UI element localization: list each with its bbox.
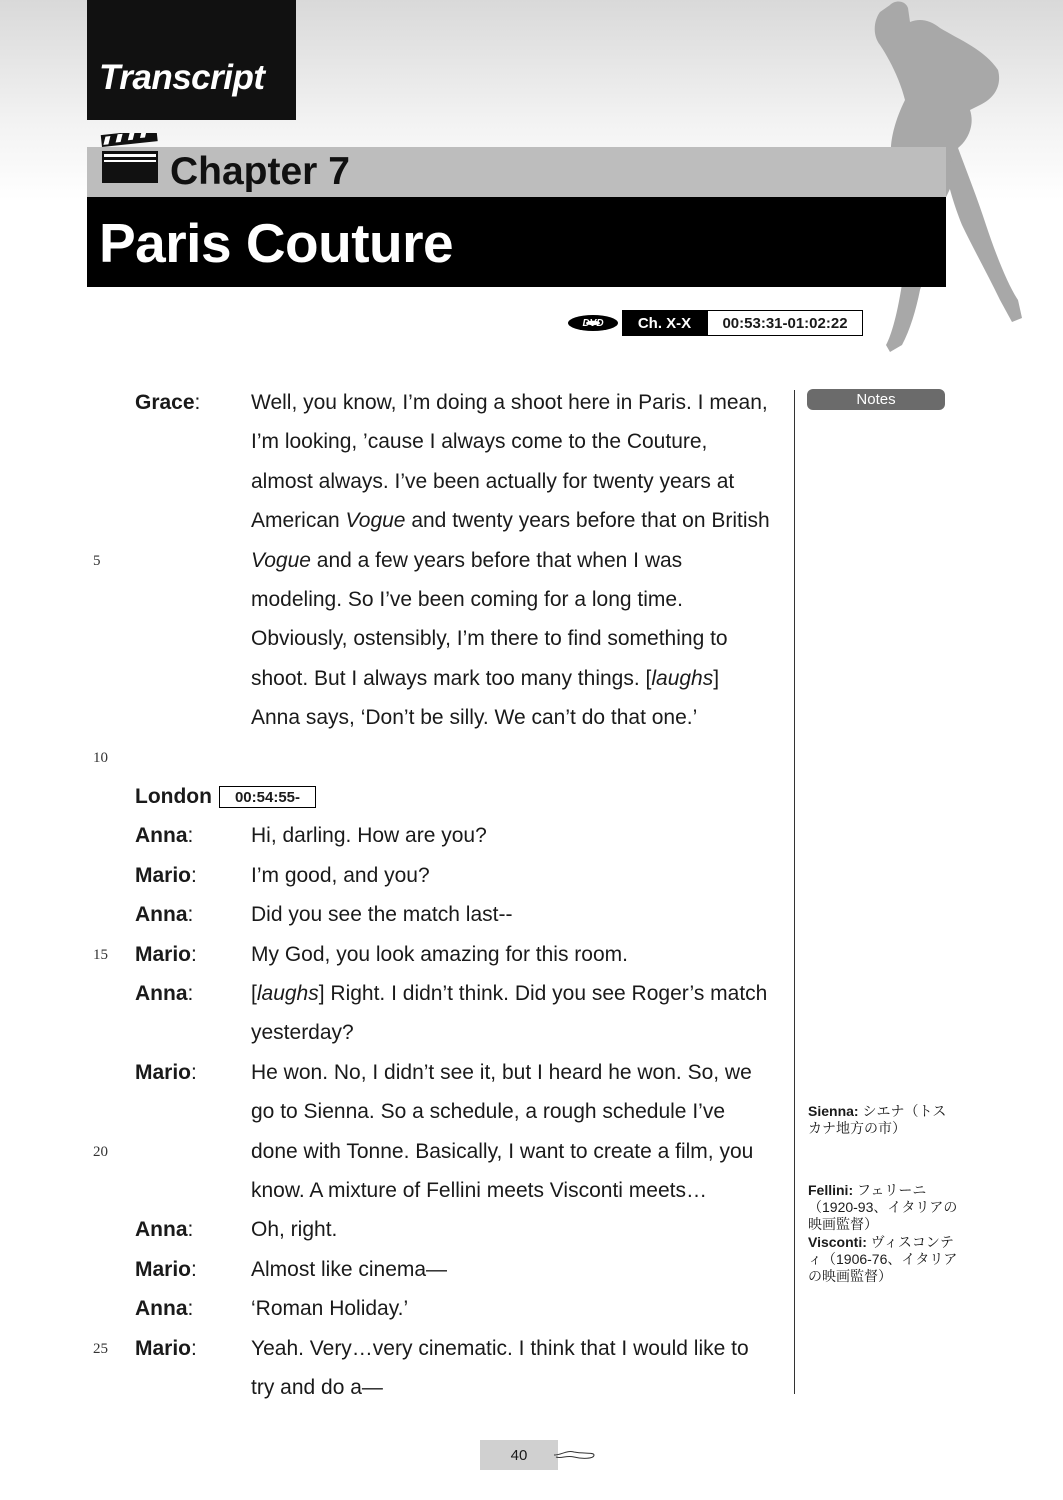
dialogue-line: My God, you look amazing for this room. [251, 943, 628, 966]
text-span: ] Right. I didn’t think. Did you see Roger’s match [318, 982, 768, 1005]
dvd-chapter: Ch. X-X [622, 310, 707, 336]
dialogue-line [251, 980, 767, 1008]
note-text: ヴィスコンティ（1906-76、イタリアの映画監督） [808, 1234, 958, 1284]
notes-header: Notes [807, 389, 945, 410]
dialogue-line: I’m looking, ’cause I always come to the Couture, [251, 430, 708, 453]
dvd-timecode: 00:53:31-01:02:22 [707, 310, 863, 336]
dialogue-line: done with Tonne. Basically, I want to create a film, you [251, 1140, 754, 1163]
speaker-name: Mario [135, 1061, 192, 1084]
chapter-label: Chapter 7 [170, 150, 350, 193]
speaker-name: Mario [135, 1337, 192, 1360]
speaker-name: Mario [135, 943, 192, 966]
dialogue-line: Hi, darling. How are you? [251, 824, 487, 847]
dialogue-line [251, 507, 770, 535]
line-number: 15 [93, 947, 108, 963]
dialogue-line: go to Sienna. So a schedule, a rough schedule I’ve [251, 1100, 725, 1123]
speaker-name: Anna [135, 1218, 188, 1241]
text-span: shoot. But I always mark too many things. [ [251, 667, 652, 690]
note-visconti [808, 1234, 958, 1285]
line-number: 10 [93, 750, 108, 766]
text-span: [ [251, 982, 257, 1005]
dialogue-line [251, 665, 719, 693]
speaker-label: Anna: [135, 982, 194, 1005]
speaker-label: Mario: [135, 1061, 197, 1084]
dialogue-line [251, 547, 682, 575]
notes-divider [794, 390, 795, 1394]
text-span: American [251, 509, 346, 532]
scene-timecode: 00:54:55- [219, 786, 316, 808]
title-bar [87, 197, 946, 287]
speaker-label: Anna: [135, 824, 194, 847]
line-number: 20 [93, 1144, 108, 1160]
dialogue-line: He won. No, I didn’t see it, but I heard he won. So, we [251, 1061, 752, 1084]
italic-title: Vogue [345, 509, 406, 532]
speaker-label: Anna: [135, 903, 194, 926]
speaker-label: Mario: [135, 1258, 197, 1281]
speaker-label [135, 389, 200, 417]
dialogue-line: modeling. So I’ve been coming for a long time. [251, 588, 683, 611]
transcript-tab [87, 0, 296, 120]
note-term: Sienna: [808, 1103, 859, 1119]
dialogue-line: Well, you know, I’m doing a shoot here in Paris. I mean, [251, 391, 768, 414]
speaker-label: Mario: [135, 943, 197, 966]
text-span: and twenty years before that on British [411, 509, 770, 532]
dvd-logo-icon [567, 314, 619, 332]
page-number: 40 [480, 1440, 558, 1470]
text-span: ] [713, 667, 720, 690]
speaker-name: Grace [135, 391, 195, 414]
note-text: フェリーニ（1920-93、イタリアの映画監督） [808, 1182, 958, 1232]
dialogue-line: know. A mixture of Fellini meets Visconti meets… [251, 1179, 707, 1202]
note-term: Visconti: [808, 1234, 867, 1250]
note-sienna [808, 1103, 958, 1137]
svg-text:DVD: DVD [582, 318, 604, 329]
speaker-name: Anna [135, 824, 188, 847]
dialogue-line: almost always. I’ve been actually for twenty years at [251, 470, 735, 493]
dialogue-line: Yeah. Very…very cinematic. I think that I would like to [251, 1337, 749, 1360]
clapperboard-icon [100, 133, 160, 185]
dialogue-line: I’m good, and you? [251, 864, 430, 887]
speaker-name: Anna [135, 903, 188, 926]
italic-stage-direction: laughs [256, 982, 319, 1005]
line-number: 25 [93, 1341, 108, 1357]
speaker-name: Mario [135, 1258, 192, 1281]
dialogue-line: yesterday? [251, 1021, 354, 1044]
scene-label: London [135, 785, 212, 808]
speaker-name: Anna [135, 1297, 188, 1320]
speaker-name: Anna [135, 982, 188, 1005]
text-span: and a few years before that when I was [316, 549, 683, 572]
note-term: Fellini: [808, 1182, 854, 1198]
italic-stage-direction: laughs [651, 667, 714, 690]
speaker-label: Mario: [135, 1337, 197, 1360]
speaker-label: Anna: [135, 1297, 194, 1320]
dialogue-line: try and do a— [251, 1376, 383, 1399]
speaker-label: Mario: [135, 864, 197, 887]
speaker-name: Mario [135, 864, 192, 887]
italic-title: Vogue [251, 549, 311, 572]
speaker-colon: : [194, 391, 201, 414]
dialogue-line: Almost like cinema— [251, 1258, 448, 1281]
note-text: シエナ（トスカナ地方の市） [808, 1103, 947, 1136]
dialogue-line: Obviously, ostensibly, I’m there to find something to [251, 627, 728, 650]
dialogue-line: Did you see the match last-- [251, 903, 513, 926]
speaker-label: Anna: [135, 1218, 194, 1241]
line-number: 5 [93, 553, 101, 569]
dialogue-line: Anna says, ‘Don’t be silly. We can’t do that one.’ [251, 706, 698, 729]
dialogue-line: Oh, right. [251, 1218, 338, 1241]
swirl-ornament-icon [552, 1446, 596, 1464]
section-label: Transcript [99, 58, 265, 97]
note-fellini [808, 1182, 958, 1233]
page-title: Paris Couture [99, 212, 454, 274]
dialogue-line: ‘Roman Holiday.’ [251, 1297, 409, 1320]
